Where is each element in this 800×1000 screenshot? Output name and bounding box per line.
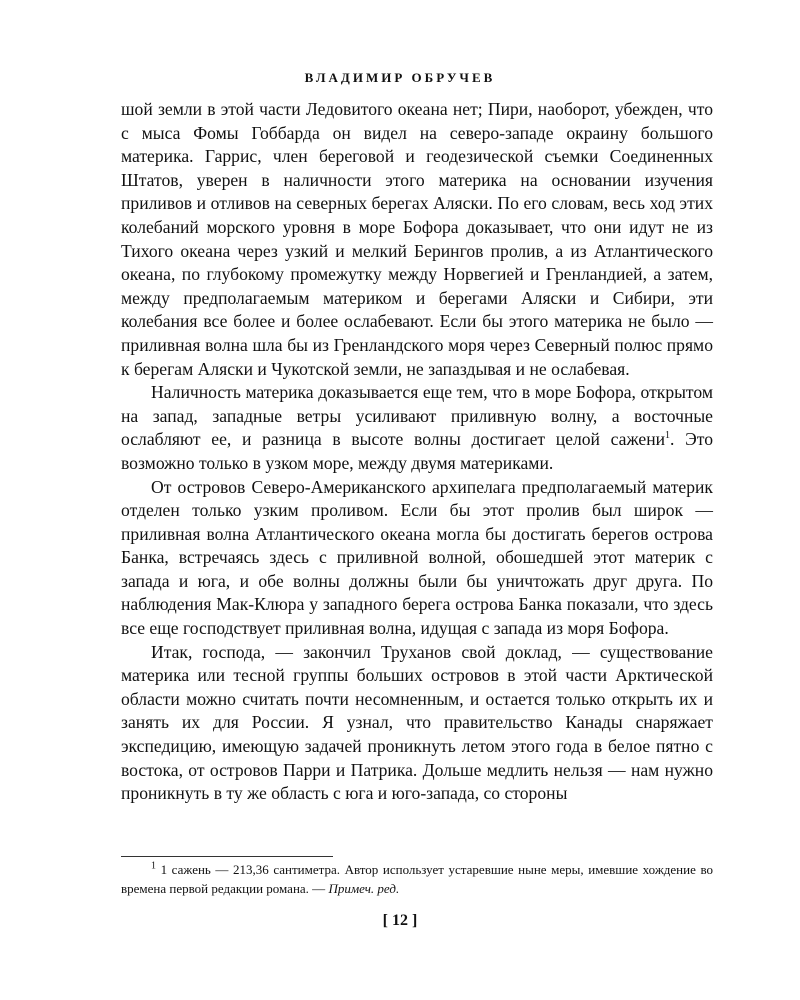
paragraph-2-text: Наличность материка доказывается еще тем, что в море Бофора, открытом на запад, западные ветры усиливают приливную волну, а восточные ослабляют ее, и разница в высоте волны достигает целой сажени [121, 382, 713, 450]
paragraph-3: От островов Северо-Американского архипелага предполагаемый материк отделен только узким проливом. Если бы этот пролив был широк — приливная волна Атлантического океана могла бы достигать берегов острова Банка, встречаясь здесь с приливной волной, обошедшей этот материк с запада и юга, и обе волны должны были бы уничтожать друг друга. По наблюдения Мак-Клюра у западного берега острова Банка показали, что здесь все еще господствует приливная волна, идущая с запада из моря Бофора. [121, 476, 713, 639]
footnote [121, 860, 713, 898]
paragraph-4: Итак, господа, — закончил Труханов свой доклад, — существование материка или тесной группы больших островов в этой части Арктической области можно считать почти несомненным, и остается только открыть их и занять их для России. Я узнал, что правительство Канады снаряжает экспедицию, имеющую задачей проникнуть летом этого года в белое пятно с востока, от островов Парри и Патрика. Дольше медлить нельзя — нам нужно проникнуть в ту же область с юга и юго-запада, со стороны [121, 641, 713, 804]
footnote-reference: 1 [665, 430, 671, 442]
footnote-marker: 1 [151, 860, 156, 872]
footnote-divider [121, 856, 333, 857]
paragraph-2 [121, 381, 713, 475]
footnote-text: 1 сажень — 213,36 сантиметра. Автор использует устаревшие ныне меры, имевшие хождение во времена первой редакции романа. — [121, 862, 714, 896]
paragraph-2-tail: . Это возможно только в узком море, между двумя материками. [121, 429, 713, 473]
running-header: ВЛАДИМИР ОБРУЧЕВ [304, 70, 496, 85]
paragraph-1: шой земли в этой части Ледовитого океана нет; Пири, наоборот, убежден, что с мыса Фомы Гоббарда он видел на северо-западе окраину большого материка. Гаррис, член береговой и геодезической съемки Соединенных Штатов, уверен в наличности этого материка на основании изучения приливов и отливов на северных берегах Аляски. По его словам, весь ход этих колебаний морского уровня в море Бофора доказывает, что они идут не из Тихого океана через узкий и мелкий Берингов пролив, а из Атлантического океана, по глубокому промежутку между Норвегией и Гренландией, а затем, между предполагаемым материком и берегами Аляски и Сибири, эти колебания все более и более ослабевают. Если бы этого материка не было — приливная волна шла бы из Гренландского моря через Северный полюс прямо к берегам Аляски и Чукотской земли, не запаздывая и не ослабевая. [121, 99, 713, 379]
page-number: [ 12 ] [382, 912, 418, 929]
main-text [121, 98, 713, 806]
footnote-editor-note: Примеч. ред. [328, 881, 400, 896]
